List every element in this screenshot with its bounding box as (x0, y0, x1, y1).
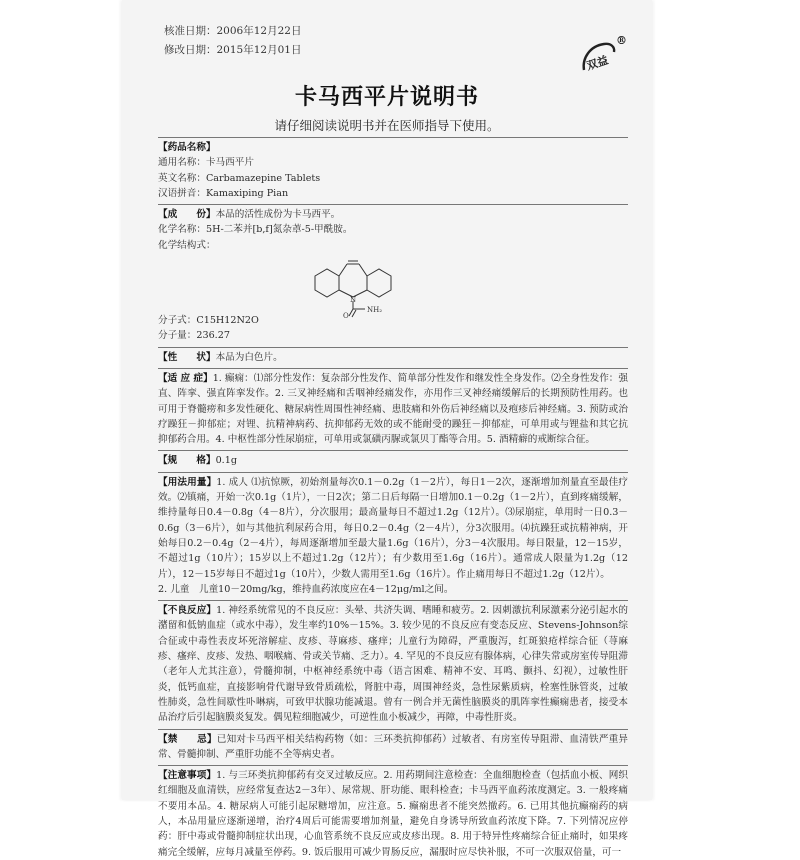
dosage-children: 2. 儿童 儿童10－20mg/kg，维持血药浓度应在4－12μg/ml之间。 (158, 583, 454, 595)
section-drug-name (158, 137, 628, 201)
composition-text: 本品的活性成份为卡马西平。 (215, 209, 341, 221)
appearance-header: 【性 状】 (158, 351, 216, 363)
drug-name-header: 【药品名称】 (158, 142, 216, 153)
approval-dates (164, 22, 301, 60)
indications-text: 1. 癫痫：⑴部分性发作：复杂部分性发作、简单部分性发作和继发性全身发作。⑵全身性发作：强直、阵挛、强直阵挛发作。2. 三叉神经痛和舌咽神经痛发作，亦用作三叉神经痛缓解后的长期预防性用药。也可用于脊髓痨和多发性硬化、糖尿病性周围性神经痛、患肢痛和外伤后神经痛以及疱疹后神经痛。3. 预防或治疗躁狂－抑郁症；对锂、抗精神病药、抗抑郁药无效的或不能耐受的躁狂－抑郁症，可单用或与锂盐和其它抗抑郁药合用。4. 中枢性部分性尿崩症，可单用或氯磺丙脲或氯贝丁酯等合用。5. 酒精癖的戒断综合征。 (158, 372, 629, 446)
document-title: 卡马西平片说明书 (294, 85, 479, 110)
contraindications-header: 【禁 忌】 (158, 733, 217, 745)
structure-label: 化学结构式： (158, 239, 216, 251)
chemical-name: 化学名称：5H-二苯并[b,f]氮杂䓬-5-甲酰胺。 (158, 224, 353, 236)
composition-header: 【成 份】 (158, 209, 216, 221)
section-composition (158, 204, 628, 343)
specification-text: 0.1g (215, 455, 237, 467)
contraindications-text: 已知对卡马西平相关结构药物（如：三环类抗抑郁药）过敏者、有房室传导阻滞、血清铁严重异常、骨髓抑制、严重肝功能不全等病史者。 (158, 733, 629, 760)
pinyin-name: 汉语拼音：Kamaxiping Pian (158, 187, 289, 199)
molecular-formula: 分子式：C15H12N2O (158, 315, 259, 327)
structure-nh2-label: NH₂ (367, 306, 383, 315)
registered-mark: ® (616, 34, 627, 47)
adverse-header: 【不良反应】 (158, 605, 217, 617)
section-precautions (158, 765, 628, 860)
chemical-structure-diagram (303, 250, 423, 321)
structure-n-label: N (350, 296, 357, 305)
section-appearance (158, 347, 628, 365)
document-subtitle: 请仔细阅读说明书并在医师指导下使用。 (274, 118, 500, 133)
indications-header: 【适 应 症】 (158, 372, 213, 384)
structure-o-label: O (343, 312, 349, 321)
approved-date: 核准日期：2006年12月22日 (164, 25, 302, 37)
section-dosage (158, 472, 628, 597)
insert-content (158, 134, 628, 860)
molecular-weight: 分子量：236.27 (158, 330, 230, 342)
precautions-header: 【注意事项】 (158, 770, 217, 782)
package-insert-sheet (122, 0, 652, 858)
adverse-text: 1. 神经系统常见的不良反应：头晕、共济失调、嗜睡和疲劳。2. 因刺激抗利尿激素分泌引起水的潴留和低钠血症（或水中毒），发生率约10%－15%。3. 较少见的不良反应有变态反应、Stevens-Johnson综合征或中毒性表皮坏死溶解症、皮疹、荨麻疹、瘙痒；儿童行为障碍，严重腹泻，红斑狼疮样综合征（荨麻疹、瘙痒、皮疹、发热、咽喉痛、骨或关节痛、乏力）。4. 罕见的不良反应有腺体病，心律失常或房室传导阻滞（老年人尤其注意），骨髓抑制，中枢神经系统中毒（语言困难、精神不安、耳鸣、颤抖、幻视），过敏性肝炎，低钙血症，直接影响骨代谢导致骨质疏松，肾脏中毒，周围神经炎，急性尿紫质病，栓塞性脉管炎，过敏性肺炎，急性间歇性卟啉病，可致甲状腺功能减退。曾有一例合并无菌性脑膜炎的肌阵挛性癫痫患者，接受本品治疗后引起脑膜炎复发。偶见粒细胞减少，可逆性血小板减少，再障，中毒性肝炎。 (158, 605, 628, 724)
dosage-header: 【用法用量】 (158, 476, 217, 488)
precautions-text: 1. 与三环类抗抑郁药有交叉过敏反应。2. 用药期间注意检查：全血细胞检查（包括血小板、网织红细胞及血清铁，应经常复查达2－3年）、尿常规、肝功能、眼科检查；卡马西平血药浓度测定。3. 一般疼痛不要用本品。4. 糖尿病人可能引起尿糖增加，应注意。5. 癫痫患者不能突然撤药。6. 已用其他抗癫痫药的病人，本品用量应逐渐递增，治疗4周后可能需要增加剂量，避免自身诱导所致血药浓度下降。7. 下列情况应停药：肝中毒或骨髓抑制症状出现，心血管系统不良反应或皮疹出现。8. 用于特异性疼痛综合征止痛时，如果疼痛完全缓解，应每月减量至停药。9. 饭后服用可减少胃肠反应，漏服时应尽快补服，不可一次服双倍量，可一 (158, 770, 628, 858)
brand-logo-text: 双益 (584, 53, 610, 73)
section-contraindications (158, 729, 628, 763)
brand-logo (578, 40, 618, 74)
revised-date: 修改日期：2015年12月01日 (164, 44, 302, 56)
generic-name: 通用名称：卡马西平片 (158, 157, 254, 169)
specification-header: 【规 格】 (158, 455, 216, 467)
section-adverse-reactions (158, 600, 628, 725)
english-name: 英文名称：Carbamazepine Tablets (158, 172, 321, 184)
dosage-text: 1. 成人 ⑴抗惊厥，初始剂量每次0.1－0.2g（1－2片），每日1－2次，逐渐增加剂量直至最佳疗效。⑵镇痛，开始一次0.1g（1片），一日2次；第二日后每隔一日增加0.1－0.2g（1－2片），直到疼痛缓解，维持量每日0.4－0.8g（4－8片），分次服用；最高量每日不超过1.2g（12片）。⑶尿崩症，单用时一日0.3－0.6g（3－6片），如与其他抗利尿药合用，每日0.2－0.4g（2－4片），分3次服用。⑷抗躁狂或抗精神病，开始每日0.2－0.4g（2－4片），每周逐渐增加至最大量1.6g（16片），分3－4次服用。每日限量，12－15岁，不超过1g（10片）；15岁以上不超过1.2g（12片）；有少数用至1.6g（16片）。通常成人限量为1.2g（12片），12－15岁每日不超过1g（10片），少数人需用至1.6g（16片）。作止痛用每日不超过1.2g（12片）。 (158, 476, 628, 580)
appearance-text: 本品为白色片。 (215, 351, 283, 363)
section-indications (158, 368, 628, 447)
section-specification (158, 450, 628, 468)
